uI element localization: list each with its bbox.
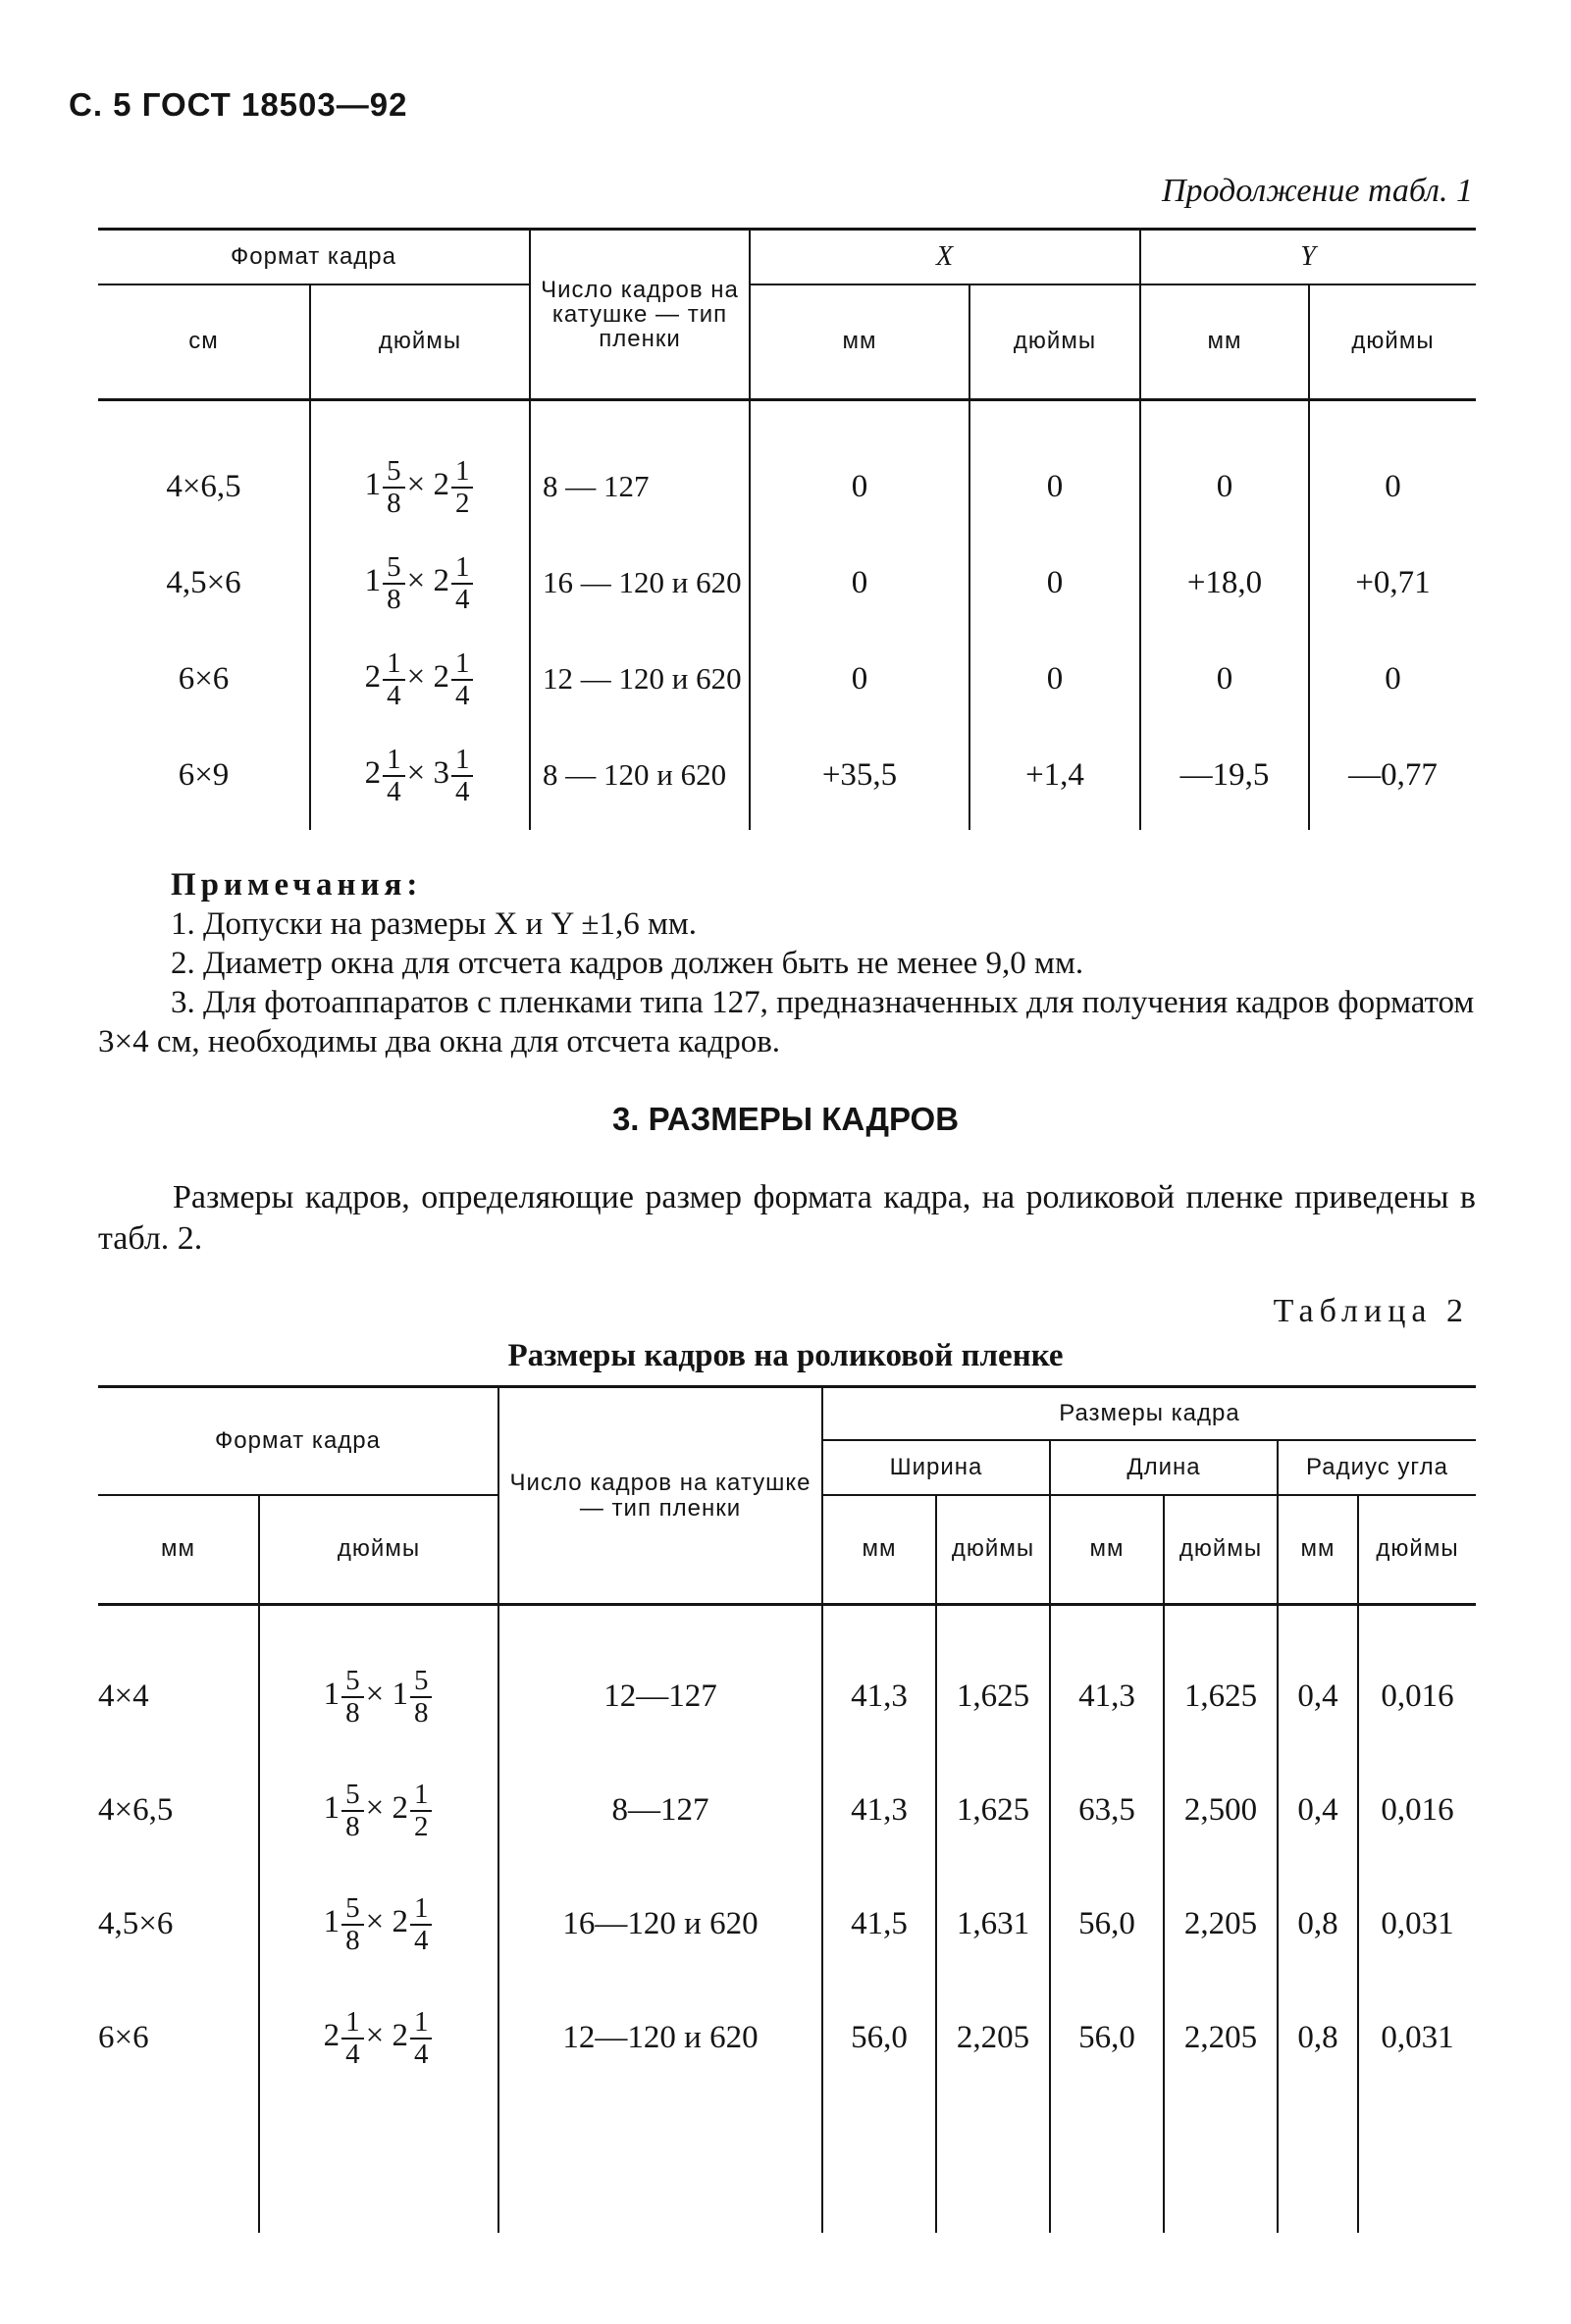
table-row: [98, 439, 1476, 536]
t1-cell-x-mm: 0: [750, 632, 969, 728]
t1-cell-cm: 6×6: [98, 632, 310, 728]
t2-cell-l-in: 1,625: [1164, 1640, 1278, 1754]
t2-cell-inches: 1 $\frac{5}{8}$ × 2 $\frac{1}{4}$: [259, 1868, 498, 1982]
t2-head-l-mm: мм: [1050, 1495, 1164, 1605]
table1: [98, 228, 1476, 830]
t2-head-count: Число кадров на катушке — тип пленки: [498, 1387, 822, 1605]
t2-cell-l-mm: 41,3: [1050, 1640, 1164, 1754]
t1-cell-y-in: 0: [1385, 469, 1401, 504]
t2-head-w-in: дюймы: [936, 1495, 1050, 1605]
t2-cell-w-mm: 41,3: [822, 1754, 936, 1868]
t1-cell-y-mm: +18,0: [1140, 536, 1309, 632]
t1-cell-cm: 4×6,5: [98, 439, 310, 536]
t2-cell-l-mm: 56,0: [1050, 1982, 1164, 2095]
table-row: [98, 1982, 1476, 2095]
t2-cell-w-in: 1,631: [936, 1868, 1050, 1982]
t1-cell-x-mm: +35,5: [750, 728, 969, 824]
table2: [98, 1385, 1476, 2233]
t2-cell-w-mm: 41,3: [822, 1640, 936, 1754]
t2-head-r-in: дюймы: [1376, 1535, 1459, 1563]
t2-cell-l-in: 2,205: [1164, 1982, 1278, 2095]
t2-cell-r-mm: 0,8: [1278, 1982, 1358, 2095]
notes-title: Примечания:: [171, 867, 423, 903]
t1-head-x: X: [750, 230, 1140, 284]
t2-cell-count: 12—127: [498, 1640, 822, 1754]
t2-cell-w-in: 1,625: [936, 1754, 1050, 1868]
t1-cell-count: 16 — 120 и 620: [530, 536, 750, 632]
t2-cell-format: 6×6: [98, 1982, 259, 2095]
t1-cell-y-in: +0,71: [1355, 565, 1431, 600]
t2-cell-r-in: 0,016: [1381, 1678, 1454, 1714]
t1-cell-count: 8 — 120 и 620: [530, 728, 750, 824]
t1-cell-y-in: —0,77: [1348, 757, 1438, 793]
t2-cell-format: 4×6,5: [98, 1754, 259, 1868]
t2-head-w-mm: мм: [822, 1495, 936, 1605]
t2-cell-format: 4,5×6: [98, 1868, 259, 1982]
t1-cell-y-mm: 0: [1140, 439, 1309, 536]
t1-cell-x-mm: 0: [750, 536, 969, 632]
t2-cell-l-mm: 56,0: [1050, 1868, 1164, 1982]
t2-cell-r-in: 0,031: [1381, 1906, 1454, 1941]
t2-cell-w-in: 2,205: [936, 1982, 1050, 2095]
t2-head-l-in: дюймы: [1164, 1495, 1278, 1605]
t2-cell-inches: 2 $\frac{1}{4}$ × 2 $\frac{1}{4}$: [259, 1982, 498, 2095]
table-row: [98, 632, 1476, 728]
t1-head-y-mm: мм: [1140, 284, 1309, 400]
t1-head-y: Y: [1140, 230, 1476, 284]
t1-cell-x-in: 0: [969, 632, 1140, 728]
t2-cell-w-mm: 41,5: [822, 1868, 936, 1982]
t2-cell-l-in: 2,205: [1164, 1868, 1278, 1982]
t1-head-x-inches: дюймы: [969, 284, 1140, 400]
t2-cell-w-in: 1,625: [936, 1640, 1050, 1754]
t2-cell-inches: 1 $\frac{5}{8}$ × 1 $\frac{5}{8}$: [259, 1640, 498, 1754]
t1-head-count: Число кадров на катушке — тип пленки: [530, 230, 750, 400]
t1-cell-inches: 1 $\frac{5}{8}$ × 2 $\frac{1}{2}$: [310, 439, 530, 536]
t1-cell-count: 8 — 127: [530, 439, 750, 536]
t2-head-length: Длина: [1050, 1440, 1278, 1495]
t2-cell-r-in: 0,031: [1381, 2020, 1454, 2055]
table1-continuation-label: Продолжение табл. 1: [1161, 173, 1473, 209]
t2-cell-count: 12—120 и 620: [498, 1982, 822, 2095]
t1-cell-x-in: +1,4: [969, 728, 1140, 824]
t1-cell-inches: 2 $\frac{1}{4}$ × 3 $\frac{1}{4}$: [310, 728, 530, 824]
t2-cell-r-in: 0,016: [1381, 1792, 1454, 1828]
t2-head-width: Ширина: [822, 1440, 1050, 1495]
t1-head-format: Формат кадра: [98, 230, 530, 284]
table-row: [98, 728, 1476, 824]
table-row: [98, 1754, 1476, 1868]
t1-cell-y-mm: —19,5: [1140, 728, 1309, 824]
t2-cell-r-mm: 0,4: [1278, 1640, 1358, 1754]
t1-cell-count: 12 — 120 и 620: [530, 632, 750, 728]
section-title: 3. РАЗМЕРЫ КАДРОВ: [611, 1101, 960, 1137]
t1-cell-y-in: 0: [1385, 661, 1401, 697]
t2-cell-l-mm: 63,5: [1050, 1754, 1164, 1868]
t1-cell-cm: 4,5×6: [98, 536, 310, 632]
table2-caption: Размеры кадров на роликовой пленке: [507, 1338, 1064, 1373]
t1-head-cm: см: [98, 284, 310, 400]
t1-cell-inches: 1 $\frac{5}{8}$ × 2 $\frac{1}{4}$: [310, 536, 530, 632]
t1-head-y-inches: дюймы: [1351, 328, 1435, 355]
t2-head-inches: дюймы: [337, 1535, 421, 1563]
section-paragraph: Размеры кадров, определяющие размер формата кадра, на роликовой пленке приведены в табл. 2.: [98, 1179, 1476, 1257]
t1-head-x-mm: мм: [750, 284, 969, 400]
t2-cell-inches: 1 $\frac{5}{8}$ × 2 $\frac{1}{2}$: [259, 1754, 498, 1868]
page-header: С. 5 ГОСТ 18503—92: [69, 86, 408, 123]
t1-head-inches: дюймы: [378, 328, 462, 355]
t2-head-mm: мм: [98, 1495, 259, 1605]
t1-cell-x-mm: 0: [750, 439, 969, 536]
t2-cell-r-mm: 0,4: [1278, 1754, 1358, 1868]
t2-head-format: Формат кадра: [98, 1387, 498, 1495]
t1-cell-y-mm: 0: [1140, 632, 1309, 728]
t1-cell-inches: 2 $\frac{1}{4}$ × 2 $\frac{1}{4}$: [310, 632, 530, 728]
t2-cell-r-mm: 0,8: [1278, 1868, 1358, 1982]
table-row: [98, 1868, 1476, 1982]
table-row: [98, 536, 1476, 632]
t2-head-radius: Радиус угла: [1278, 1440, 1476, 1495]
t2-head-sizes: Размеры кадра: [822, 1387, 1476, 1440]
t2-cell-format: 4×4: [98, 1640, 259, 1754]
t2-head-r-mm: мм: [1278, 1495, 1358, 1605]
table2-number: Таблица 2: [1273, 1293, 1469, 1329]
t1-cell-cm: 6×9: [98, 728, 310, 824]
t2-cell-w-mm: 56,0: [822, 1982, 936, 2095]
notes: [98, 865, 1476, 1061]
t1-cell-x-in: 0: [969, 536, 1140, 632]
t1-cell-x-in: 0: [969, 439, 1140, 536]
note-1: 1. Допуски на размеры X и Y ±1,6 мм.: [171, 906, 697, 942]
table-row: [98, 1640, 1476, 1754]
t2-cell-count: 8—127: [498, 1754, 822, 1868]
t2-cell-count: 16—120 и 620: [498, 1868, 822, 1982]
note-2: 2. Диаметр окна для отсчета кадров должен быть не менее 9,0 мм.: [171, 946, 1084, 981]
t2-cell-l-in: 2,500: [1164, 1754, 1278, 1868]
note-3: 3. Для фотоаппаратов с пленками типа 127, предназначенных для получения кадров форматом 3×4 см, необходимы два окна для отсчета кадров.: [98, 985, 1475, 1059]
